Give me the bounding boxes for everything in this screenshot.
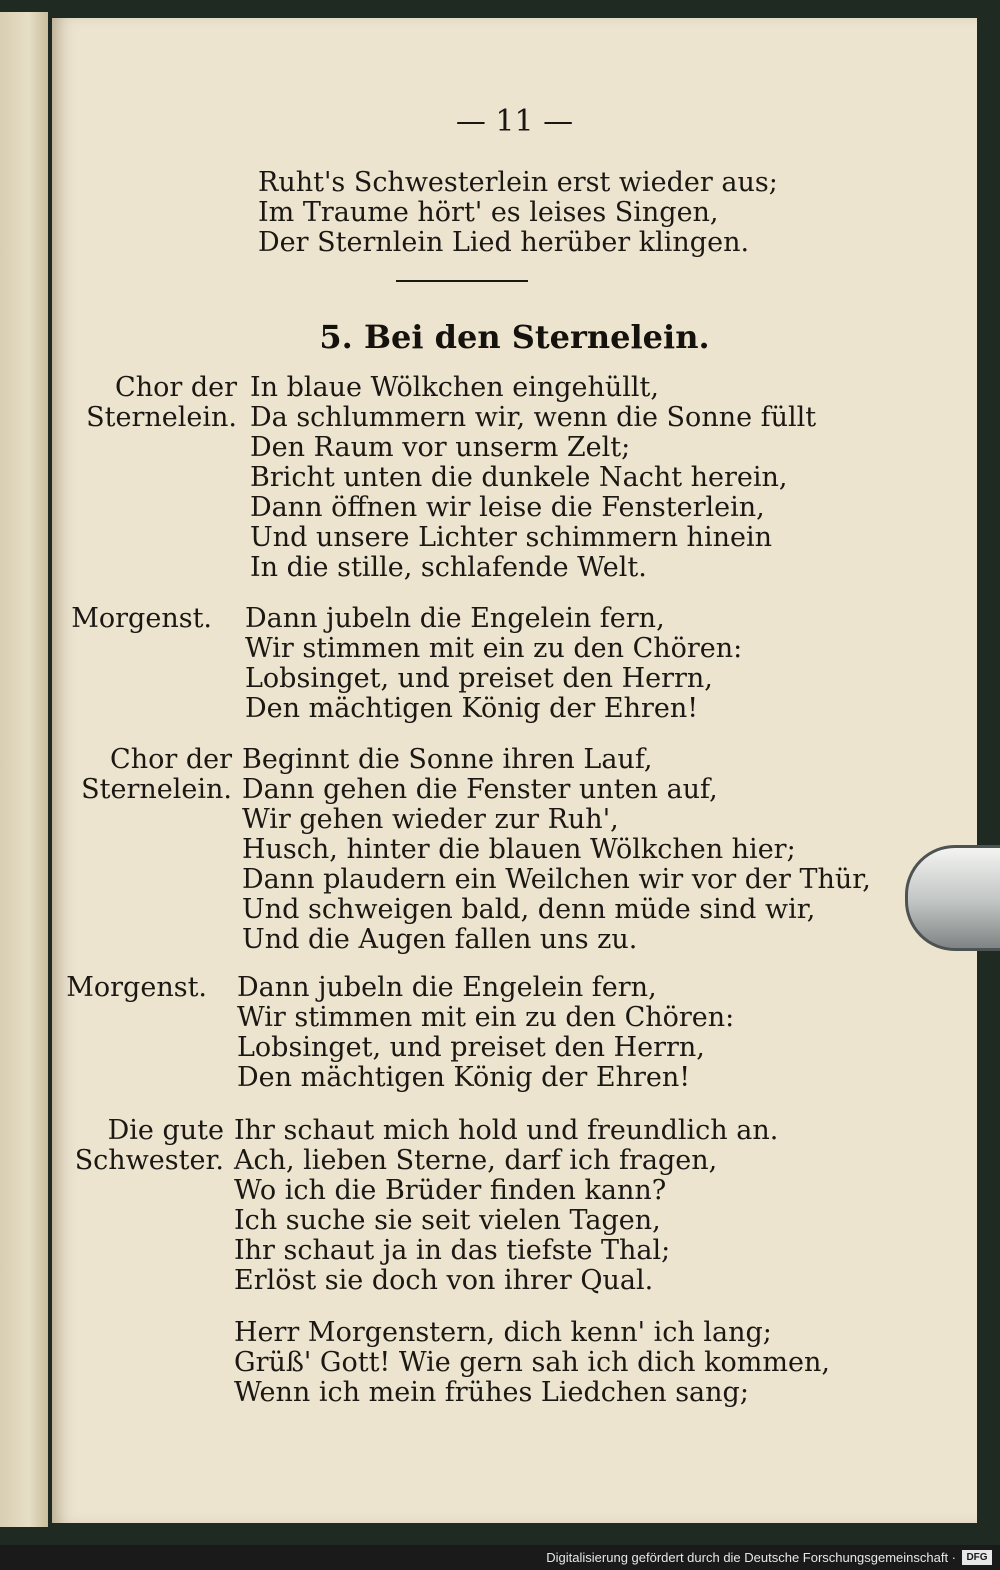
speaker-label: Morgenst.	[71, 603, 212, 634]
verse-line: Und schweigen bald, denn müde sind wir,	[242, 894, 816, 925]
section-title: 5. Bei den Sternelein.	[319, 318, 710, 356]
verse-line: Den mächtigen König der Ehren!	[237, 1062, 691, 1093]
verse-line: In blaue Wölkchen eingehüllt,	[250, 372, 659, 403]
verse-line: Dann gehen die Fenster unten auf,	[242, 774, 718, 805]
verse-line: In die stille, schlafende Welt.	[250, 552, 647, 583]
verse-line: Wir stimmen mit ein zu den Chören:	[245, 633, 743, 664]
verse-line: Ihr schaut ja in das tiefste Thal;	[234, 1235, 671, 1266]
speaker-label: Die gute	[107, 1115, 224, 1146]
verse-line: Ihr schaut mich hold und freundlich an.	[234, 1115, 779, 1146]
verse-line: Da schlummern wir, wenn die Sonne füllt	[250, 402, 817, 433]
speaker-label: Sternelein.	[86, 402, 237, 433]
verse-line: Den mächtigen König der Ehren!	[245, 693, 699, 724]
verse-line: Ach, lieben Sterne, darf ich fragen,	[234, 1145, 718, 1176]
digitization-footer	[0, 1545, 1000, 1570]
verse-line: Dann jubeln die Engelein fern,	[245, 603, 665, 634]
verse-line: Dann öffnen wir leise die Fensterlein,	[250, 492, 765, 523]
speaker-label: Schwester.	[74, 1145, 224, 1176]
dfg-logo: DFG	[962, 1550, 992, 1565]
verse-line: Wenn ich mein frühes Liedchen sang;	[234, 1377, 749, 1408]
verse-line: Bricht unten die dunkele Nacht herein,	[250, 462, 788, 493]
speaker-label: Sternelein.	[81, 774, 232, 805]
verse-line: Beginnt die Sonne ihren Lauf,	[242, 744, 653, 775]
paper-clip	[905, 845, 1000, 951]
funding-credit: Digitalisierung gefördert durch die Deutsche Forschungsgemeinschaft ·	[546, 1550, 956, 1565]
dialogue	[52, 18, 977, 1523]
intro-line: Der Sternlein Lied herüber klingen.	[258, 227, 750, 258]
verse-line: Wir stimmen mit ein zu den Chören:	[237, 1002, 735, 1033]
verse-line: Husch, hinter die blauen Wölkchen hier;	[242, 834, 796, 865]
verse-line: Und unsere Lichter schimmern hinein	[250, 522, 772, 553]
intro-line: Ruht's Schwesterlein erst wieder aus;	[258, 167, 778, 198]
verse-line: Dann jubeln die Engelein fern,	[237, 972, 657, 1003]
page-number: — 11 —	[455, 104, 574, 139]
speaker-label: Morgenst.	[66, 972, 207, 1003]
book-page	[52, 18, 977, 1523]
verse-line: Lobsinget, und preiset den Herrn,	[237, 1032, 705, 1063]
verse-line: Lobsinget, und preiset den Herrn,	[245, 663, 713, 694]
verse-line: Herr Morgenstern, dich kenn' ich lang;	[234, 1317, 772, 1348]
intro-line: Im Traume hört' es leises Singen,	[258, 197, 719, 228]
verse-line: Erlöst sie doch von ihrer Qual.	[234, 1265, 654, 1296]
verse-line: Wo ich die Brüder finden kann?	[234, 1175, 667, 1206]
verse-line: Den Raum vor unserm Zelt;	[250, 432, 631, 463]
verse-line: Und die Augen fallen uns zu.	[242, 924, 638, 955]
verse-line: Dann plaudern ein Weilchen wir vor der Thür,	[242, 864, 871, 895]
verse-line: Ich suche sie seit vielen Tagen,	[234, 1205, 661, 1236]
verse-line: Wir gehen wieder zur Ruh',	[242, 804, 619, 835]
speaker-label: Chor der	[110, 744, 232, 775]
verse-line: Grüß' Gott! Wie gern sah ich dich kommen,	[234, 1347, 830, 1378]
speaker-label: Chor der	[115, 372, 237, 403]
